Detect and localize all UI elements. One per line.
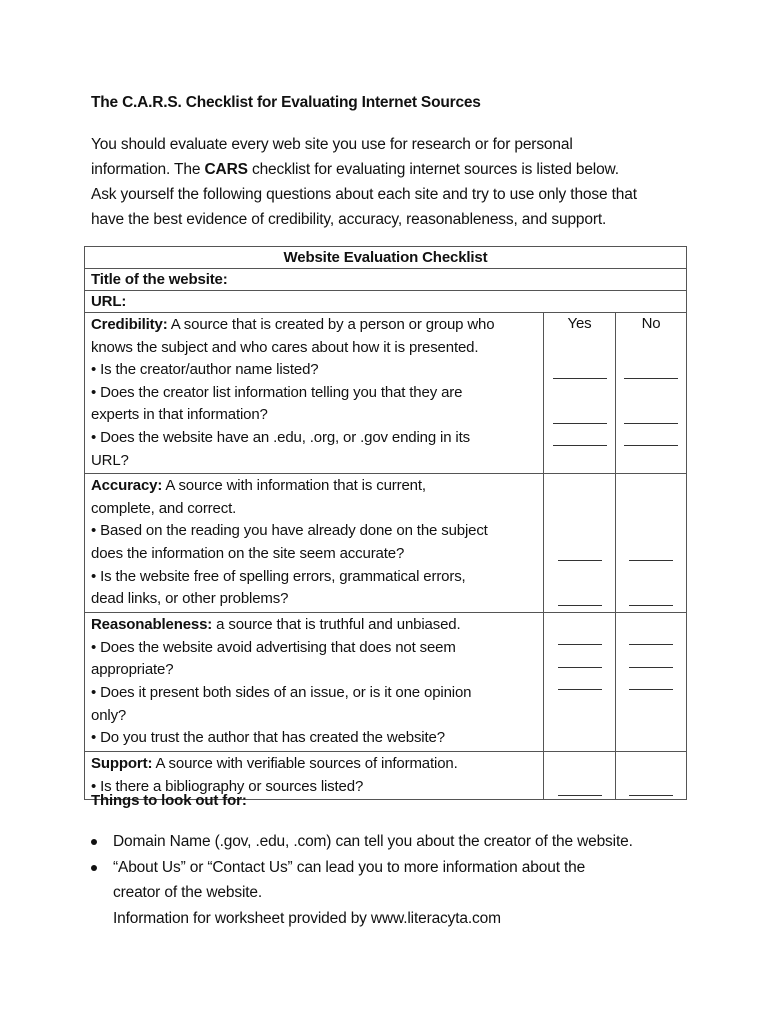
support-intro: [91, 753, 537, 776]
yes-header: Yes: [567, 315, 592, 332]
question-line: appropriate?: [91, 661, 174, 679]
yes-blank[interactable]: [553, 445, 607, 446]
no-blank[interactable]: [624, 378, 678, 379]
bullet-icon: [91, 839, 97, 845]
no-blank[interactable]: [629, 667, 673, 668]
question-line: • Does the website have an .edu, .org, or .gov ending in its: [91, 428, 470, 446]
intro-line: You should evaluate every web site you use for research or for personal: [91, 136, 573, 153]
reasonableness-text: a source that is truthful and unbiased.: [212, 616, 461, 634]
yes-blank[interactable]: [553, 423, 607, 424]
no-blank[interactable]: [629, 795, 673, 796]
table-heading: Website Evaluation Checklist: [85, 247, 687, 269]
intro-line: [91, 157, 696, 182]
yes-blank[interactable]: [558, 605, 602, 606]
question-line: does the information on the site seem accurate?: [91, 544, 405, 562]
question-line: • Is the website free of spelling errors, grammatical errors,: [91, 567, 466, 585]
support-label: Support:: [91, 755, 153, 773]
evaluation-checklist-table: [84, 246, 687, 800]
list-item: [91, 829, 711, 855]
yes-column: [544, 752, 616, 800]
question-line: dead links, or other problems?: [91, 590, 289, 608]
list-item: [91, 855, 711, 881]
yes-blank[interactable]: [553, 378, 607, 379]
accuracy-label: Accuracy:: [91, 477, 163, 495]
question-line: complete, and correct.: [91, 499, 237, 517]
url-field-label: URL:: [85, 291, 687, 313]
yes-blank[interactable]: [558, 667, 602, 668]
things-to-look-out-for-heading: Things to look out for:: [91, 792, 247, 809]
bullet-icon: [91, 865, 97, 871]
yes-column: [544, 313, 616, 474]
url-row: [85, 291, 687, 313]
yes-blank[interactable]: [558, 560, 602, 561]
no-blank[interactable]: [624, 445, 678, 446]
no-column: [616, 752, 687, 800]
reasonableness-label: Reasonableness:: [91, 616, 213, 634]
credibility-intro: [91, 314, 537, 337]
intro-text: checklist for evaluating internet sources is listed below.: [247, 161, 619, 178]
question-line: URL?: [91, 451, 129, 469]
reasonableness-intro: [91, 614, 537, 637]
question-line: • Does it present both sides of an issue, or is it one opinion: [91, 683, 472, 701]
tip-continuation: creator of the website.: [113, 884, 263, 901]
question-line: • Is the creator/author name listed?: [91, 361, 319, 379]
yes-column: [544, 474, 616, 613]
question-line: • Based on the reading you have already done on the subject: [91, 522, 488, 540]
intro-paragraph: [91, 132, 696, 232]
reasonableness-questions: [85, 613, 544, 752]
no-column: [616, 613, 687, 752]
no-blank[interactable]: [629, 605, 673, 606]
question-line: • Do you trust the author that has created the website?: [91, 729, 445, 747]
question-line: • Does the website avoid advertising that does not seem: [91, 638, 456, 656]
yes-column: [544, 613, 616, 752]
credibility-text: A source that is created by a person or group who: [167, 316, 495, 333]
tip-text: “About Us” or “Contact Us” can lead you to more information about the: [113, 858, 586, 876]
question-line: only?: [91, 706, 127, 724]
accuracy-questions: [85, 474, 544, 613]
yes-blank[interactable]: [558, 644, 602, 645]
reasonableness-row: [85, 613, 687, 752]
no-column: [616, 474, 687, 613]
question-line: knows the subject and who cares about how it is presented.: [91, 338, 479, 356]
credibility-row: [85, 313, 687, 474]
accuracy-intro: [91, 475, 537, 498]
intro-line: Ask yourself the following questions about each site and try to use only those that: [91, 186, 637, 203]
accuracy-row: [85, 474, 687, 613]
table-header-row: [85, 247, 687, 269]
tips-list: [91, 829, 711, 931]
no-blank[interactable]: [629, 689, 673, 690]
intro-line: have the best evidence of credibility, accuracy, reasonableness, and support.: [91, 211, 607, 228]
intro-cars-bold: CARS: [204, 161, 248, 178]
no-blank[interactable]: [629, 644, 673, 645]
intro-text: information. The: [91, 161, 205, 178]
credibility-questions: [85, 313, 544, 474]
question-line: • Is there a bibliography or sources listed?: [91, 777, 364, 795]
credit-line: Information for worksheet provided by www.literacyta.com: [113, 909, 501, 927]
credibility-label: Credibility:: [91, 316, 168, 333]
support-text: A source with verifiable sources of information.: [152, 755, 458, 773]
no-blank[interactable]: [629, 560, 673, 561]
page-title: The C.A.R.S. Checklist for Evaluating Internet Sources: [91, 94, 481, 111]
yes-blank[interactable]: [558, 689, 602, 690]
tip-text: Domain Name (.gov, .edu, .com) can tell you about the creator of the website.: [113, 833, 633, 850]
yes-blank[interactable]: [558, 795, 602, 796]
no-blank[interactable]: [624, 423, 678, 424]
no-column: [616, 313, 687, 474]
no-header: No: [641, 315, 661, 332]
question-line: • Does the creator list information telling you that they are: [91, 383, 463, 401]
accuracy-text: A source with information that is current,: [162, 477, 426, 495]
question-line: experts in that information?: [91, 406, 268, 424]
title-field-label: Title of the website:: [85, 269, 687, 291]
title-row: [85, 269, 687, 291]
